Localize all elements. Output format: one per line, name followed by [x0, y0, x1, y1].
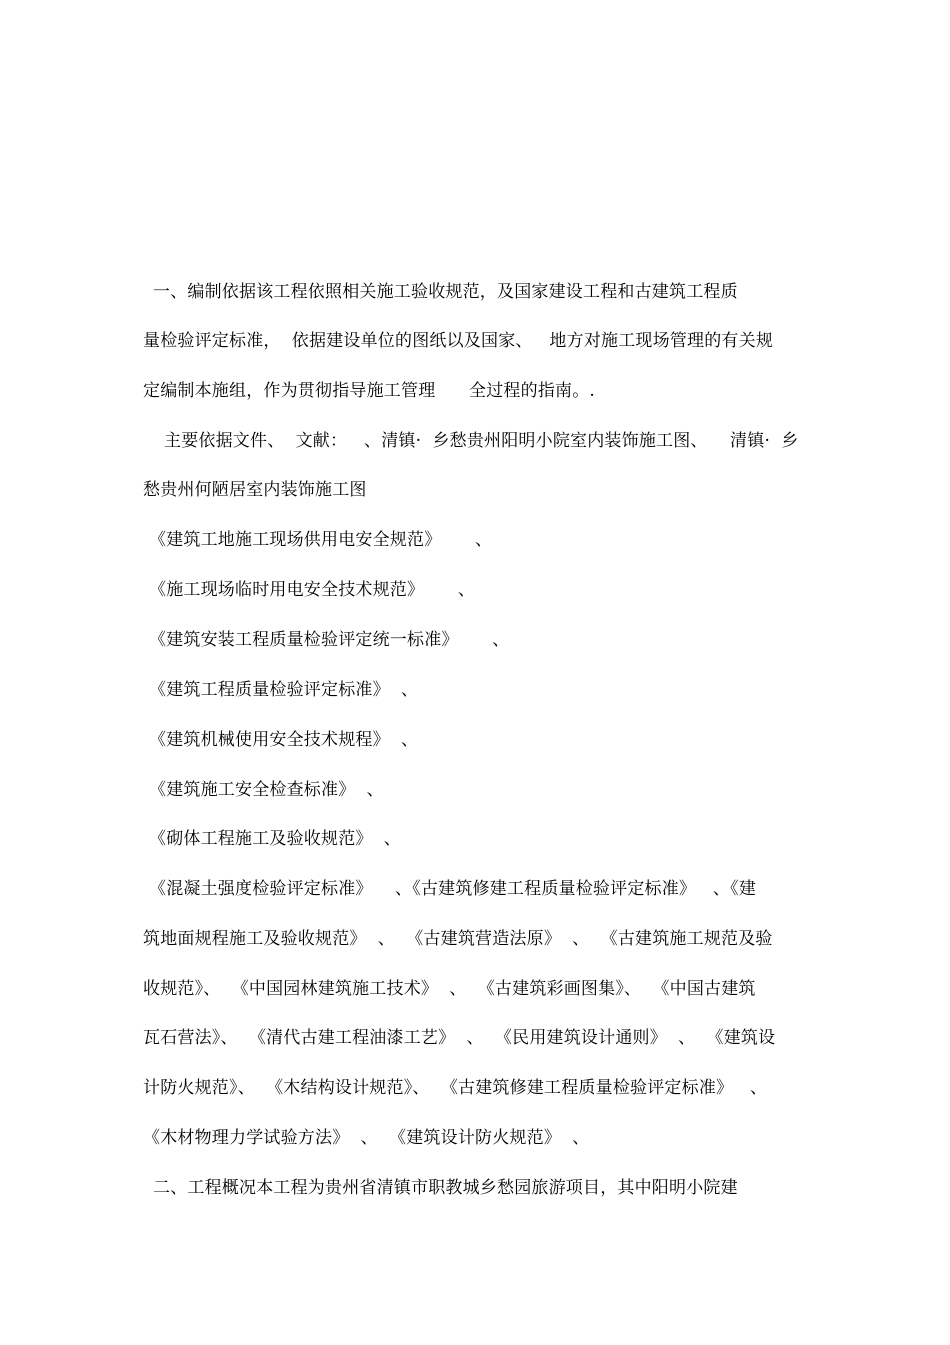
reference-item: 《建筑工程质量检验评定标准》 、 [149, 680, 419, 700]
reference-item: 《施工现场临时用电安全技术规范》 、 [149, 580, 476, 600]
reference-list-line-2: 筑地面规程施工及验收规范》 、 《古建筑营造法原》 、 《古建筑施工规范及验 [143, 929, 773, 949]
reference-item: 《建筑施工安全检查标准》 、 [149, 780, 384, 800]
reference-list-line-4: 瓦石营法》、 《清代古建工程油漆工艺》 、 《民用建筑设计通则》 、 《建筑设 [143, 1028, 776, 1048]
section-2-line-1: 二、工程概况本工程为贵州省清镇市职教城乡愁园旅游项目，其中阳明小院建 [153, 1178, 738, 1198]
reference-item: 《建筑安装工程质量检验评定统一标准》 、 [149, 630, 510, 650]
reference-item: 《砌体工程施工及验收规范》 、 [149, 829, 402, 849]
reference-list-line-3: 收规范》、 《中国园林建筑施工技术》 、 《古建筑彩画图集》、 《中国古建筑 [143, 979, 756, 999]
reference-list-line-6: 《木材物理力学试验方法》 、 《建筑设计防火规范》 、 [143, 1128, 590, 1148]
reference-list-line-1: 《混凝土强度检验评定标准》 、《古建筑修建工程质量检验评定标准》 、《建 [149, 879, 757, 899]
paragraph-1-line-2: 量检验评定标准， 依据建设单位的图纸以及国家、 地方对施工现场管理的有关规 [143, 331, 774, 351]
references-intro-line-1: 主要依据文件、 文献： 、清镇· 乡愁贵州阳明小院室内装饰施工图、 清镇· 乡 [164, 431, 799, 451]
reference-list-line-5: 计防火规范》、 《木结构设计规范》、 《古建筑修建工程质量检验评定标准》 、 [143, 1078, 768, 1098]
paragraph-1-line-1: 一、编制依据该工程依照相关施工验收规范，及国家建设工程和古建筑工程质 [153, 282, 738, 302]
references-intro-line-2: 愁贵州何陋居室内装饰施工图 [143, 480, 367, 500]
reference-item: 《建筑机械使用安全技术规程》 、 [149, 730, 419, 750]
reference-item: 《建筑工地施工现场供用电安全规范》 、 [149, 530, 493, 550]
paragraph-1-line-3: 定编制本施组，作为贯彻指导施工管理 全过程的指南。. [143, 381, 596, 401]
